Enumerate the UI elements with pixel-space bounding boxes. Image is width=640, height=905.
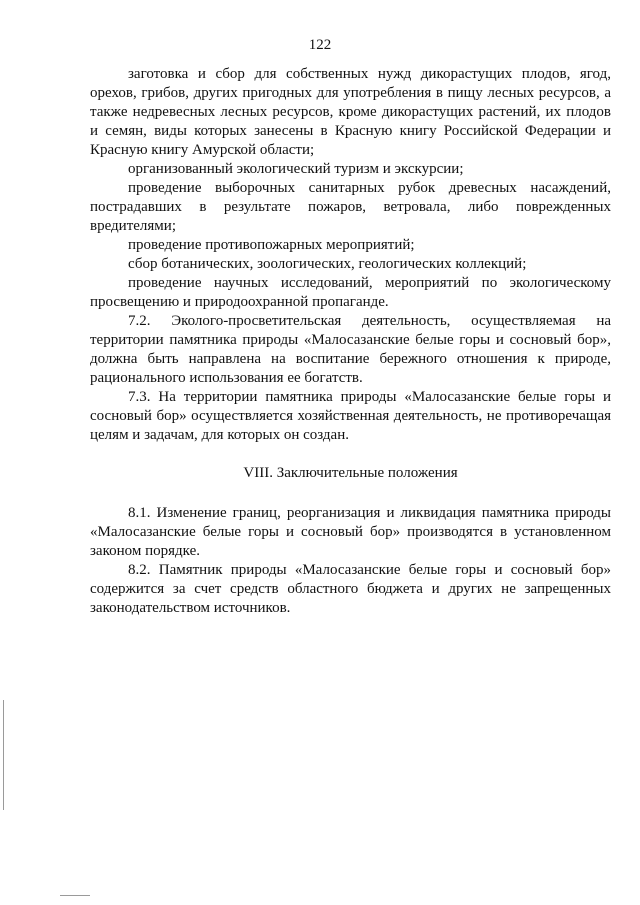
page-number: 122 bbox=[308, 37, 332, 53]
document-body bbox=[90, 65, 611, 618]
paragraph-8-1: 8.1. Изменение границ, реорганизация и ликвидация памятника природы «Малосазанские белые горы и сосновый бор» производятся в установленном законом порядке. bbox=[90, 505, 611, 559]
list-item-sanitary-felling: проведение выборочных санитарных рубок древесных насаждений, пострадавших в результате пожаров, ветровала, либо поврежденных вредителями; bbox=[90, 180, 611, 234]
list-item-research: проведение научных исследований, мероприятий по экологическому просвещению и природоохранной пропаганде. bbox=[90, 275, 611, 310]
scan-edge-mark bbox=[3, 700, 4, 810]
list-item-collections: сбор ботанических, зоологических, геологических коллекций; bbox=[128, 256, 527, 272]
paragraph-7-2: 7.2. Эколого-просветительская деятельность, осуществляемая на территории памятника природы «Малосазанские белые горы и сосновый бор», должна быть направлена на воспитание бережного отношения к природе, рационального использования ее богатств. bbox=[90, 313, 611, 386]
scan-edge-mark bbox=[60, 895, 90, 896]
paragraph-7-3: 7.3. На территории памятника природы «Малосазанские белые горы и сосновый бор» осуществляется хозяйственная деятельность, не противоречащая целям и задачам, для которых он создан. bbox=[90, 389, 611, 443]
paragraph-8-2: 8.2. Памятник природы «Малосазанские белые горы и сосновый бор» содержится за счет средств областного бюджета и других не запрещенных законодательством источников. bbox=[90, 562, 611, 616]
list-item-tourism: организованный экологический туризм и экскурсии; bbox=[128, 161, 464, 177]
section-heading-final-provisions: VIII. Заключительные положения bbox=[243, 465, 458, 481]
list-item-harvesting: заготовка и сбор для собственных нужд дикорастущих плодов, ягод, орехов, грибов, других пригодных для употребления в пищу лесных ресурсов, а также недревесных лесных ресурсов, кроме дикорастущих растений, их плодов и семян, виды которых занесены в Красную книгу Российской Федерации и Красную книгу Амурской области; bbox=[90, 66, 611, 158]
list-item-fire-prevention: проведение противопожарных мероприятий; bbox=[128, 237, 415, 253]
